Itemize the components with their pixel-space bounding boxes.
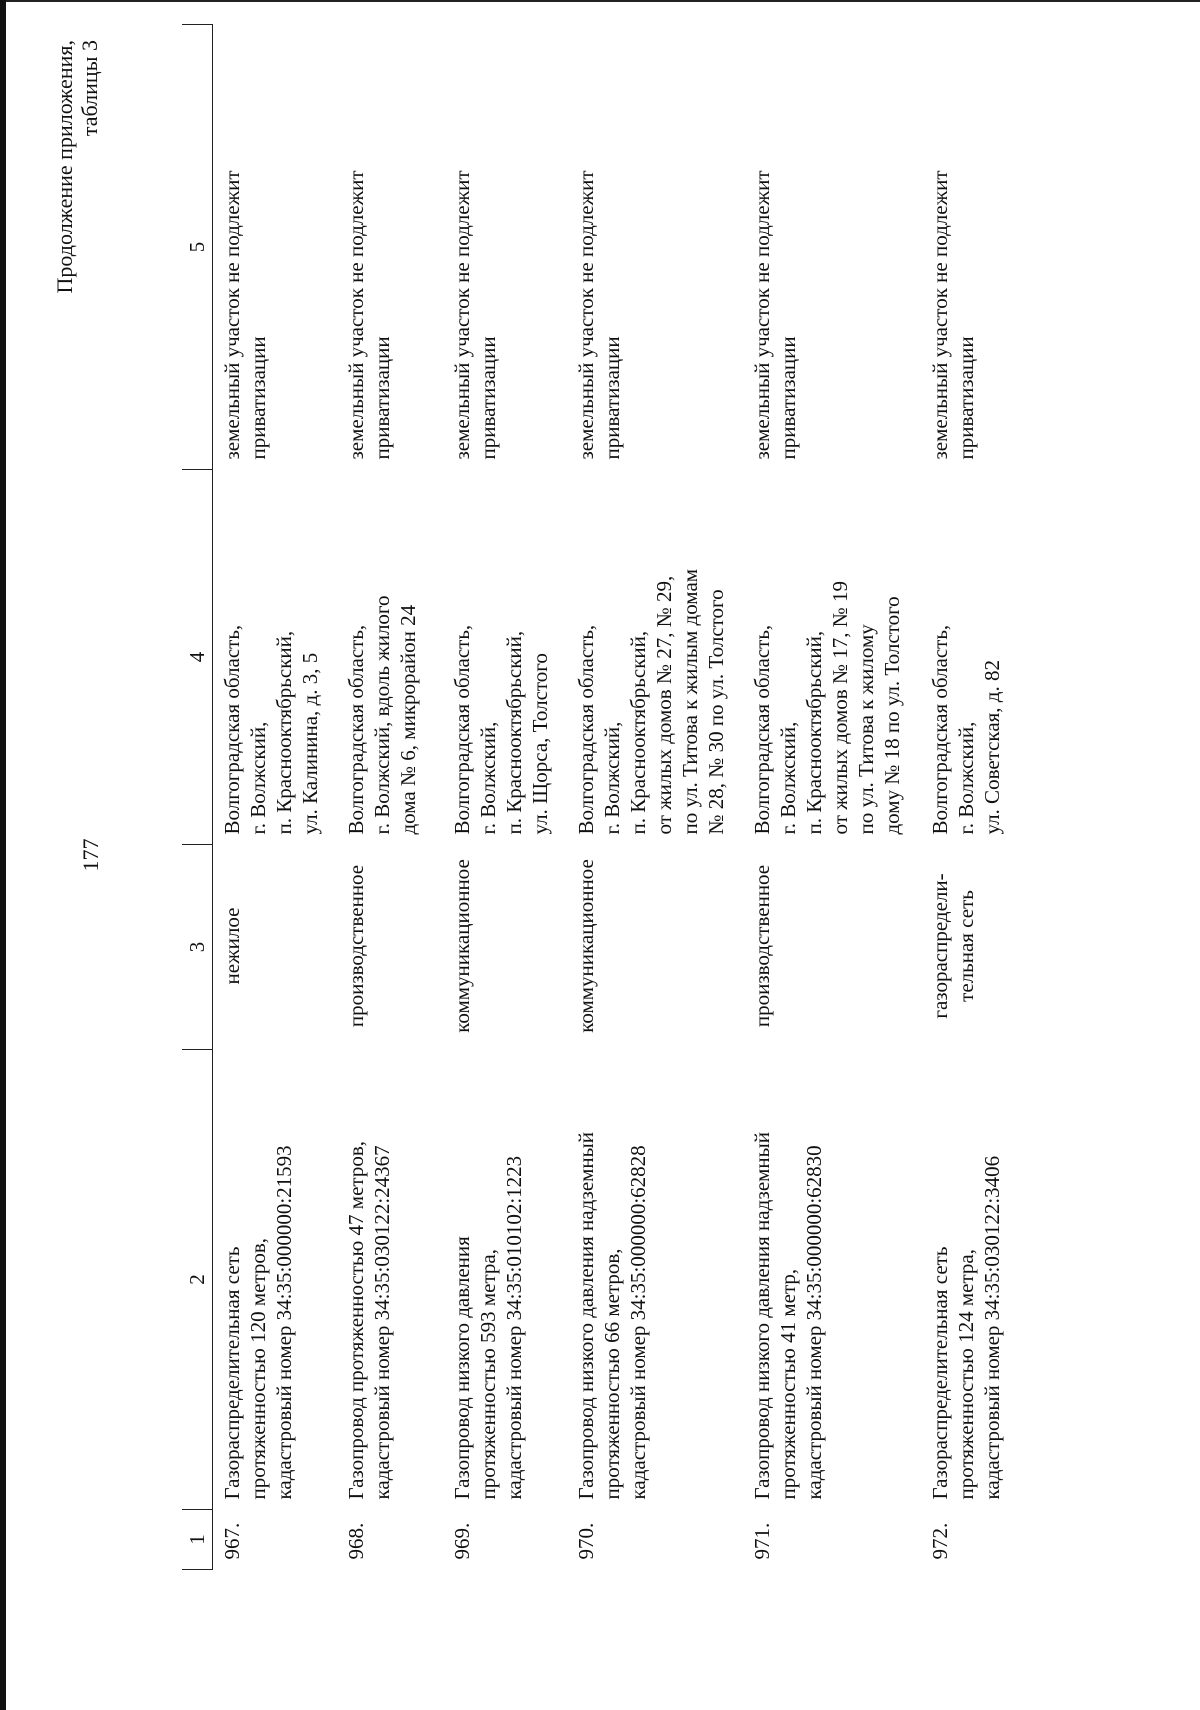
table-row: [921, 25, 1037, 1570]
table-body: [213, 25, 1038, 1570]
object-address: [743, 470, 921, 845]
object-purpose: [443, 845, 567, 1050]
object-address-line: г. Волжский,: [954, 721, 978, 835]
privatization-note-line: земельный участок не подлежит: [574, 170, 598, 460]
row-number: 972.: [928, 1522, 952, 1560]
privatization-note: [921, 25, 1037, 470]
object-purpose-line: коммуникационное: [574, 859, 598, 1033]
object-purpose: [213, 845, 338, 1050]
object-address-line: по ул. Титова к жилым домам: [678, 568, 702, 835]
object-description-line: кадастровый номер 34:35:000000:21593: [272, 1145, 296, 1500]
object-address-line: Волгоградская область,: [750, 624, 774, 835]
object-description-line: Газопровод низкого давления надземный: [750, 1131, 774, 1500]
object-address-line: п. Краснооктябрьский,: [502, 630, 526, 835]
object-address-line: по ул. Титова к жилому: [854, 624, 878, 835]
object-address-line: п. Краснооктябрьский,: [272, 630, 296, 835]
row-number: 969.: [450, 1522, 474, 1560]
column-header-4: 4: [182, 470, 213, 845]
privatization-note-line: земельный участок не подлежит: [450, 170, 474, 460]
object-address-line: от жилых домов № 27, № 29,: [652, 575, 676, 835]
property-table: [182, 24, 1037, 1570]
object-address-line: от жилых домов № 17, № 19: [828, 580, 852, 835]
object-address-line: п. Краснооктябрьский,: [626, 630, 650, 835]
object-description-line: протяженностью 593 метра,: [476, 1249, 500, 1500]
privatization-note: [567, 25, 743, 470]
object-description-line: Газопровод низкого давления: [450, 1236, 474, 1500]
object-description-line: Газопровод низкого давления надземный: [574, 1131, 598, 1500]
object-description-line: кадастровый номер 34:35:000000:62830: [802, 1145, 826, 1500]
continuation-line: Продолжение приложения,: [52, 40, 77, 294]
privatization-note: [743, 25, 921, 470]
object-description-line: протяженностью 66 метров,: [600, 1248, 624, 1500]
object-description-line: Газораспределительная сеть: [928, 1246, 952, 1500]
privatization-note-line: приватизации: [246, 336, 270, 460]
table-row: [443, 25, 567, 1570]
table-row: [213, 25, 338, 1570]
object-description-line: протяженностью 41 метр,: [776, 1268, 800, 1500]
object-description: [337, 1050, 443, 1510]
object-purpose-line: производственное: [344, 864, 368, 1028]
column-header-2: 2: [182, 1050, 213, 1510]
object-description: [213, 1050, 338, 1510]
object-address-line: г. Волжский,: [476, 721, 500, 835]
object-address-line: Волгоградская область,: [220, 624, 244, 835]
privatization-note: [213, 25, 338, 470]
object-address-line: дому № 18 по ул. Толстого: [880, 596, 904, 835]
object-address-line: дома № 6, микрорайон 24: [396, 604, 420, 835]
object-address-line: № 28, № 30 по ул. Толстого: [704, 589, 728, 835]
object-description: [567, 1050, 743, 1510]
column-header-1: 1: [182, 1510, 213, 1570]
object-purpose: [567, 845, 743, 1050]
row-number: 970.: [574, 1522, 598, 1560]
object-purpose: [743, 845, 921, 1050]
object-address-line: Волгоградская область,: [574, 624, 598, 835]
object-purpose-line: коммуникационное: [450, 859, 474, 1033]
privatization-note-line: приватизации: [954, 336, 978, 460]
continuation-note: [52, 40, 102, 340]
privatization-note-line: приватизации: [600, 336, 624, 460]
table-row: [337, 25, 443, 1570]
object-address: [567, 470, 743, 845]
privatization-note-line: приватизации: [776, 336, 800, 460]
column-header-3: 3: [182, 845, 213, 1050]
object-description-line: кадастровый номер 34:35:000000:62828: [626, 1145, 650, 1500]
object-address: [337, 470, 443, 845]
object-address-line: Волгоградская область,: [928, 624, 952, 835]
privatization-note: [337, 25, 443, 470]
table-row: [743, 25, 921, 1570]
row-number: 971.: [750, 1522, 774, 1560]
object-address-line: ул. Калинина, д. 3, 5: [298, 652, 322, 835]
privatization-note-line: приватизации: [370, 336, 394, 460]
object-address-line: г. Волжский,: [246, 721, 270, 835]
object-address-line: п. Краснооктябрьский,: [802, 630, 826, 835]
object-description: [443, 1050, 567, 1510]
object-purpose-line: нежилое: [220, 907, 244, 985]
page-number: 177: [78, 838, 103, 872]
object-description: [743, 1050, 921, 1510]
row-number: 968.: [344, 1522, 368, 1560]
object-description-line: кадастровый номер 34:35:010102:1223: [502, 1155, 526, 1500]
object-address-line: Волгоградская область,: [450, 624, 474, 835]
table-header: [182, 25, 213, 1570]
object-address: [921, 470, 1037, 845]
object-description-line: протяженностью 120 метров,: [246, 1237, 270, 1500]
object-address-line: Волгоградская область,: [344, 624, 368, 835]
object-description-line: Газопровод протяженностью 47 метров,: [344, 1141, 368, 1500]
object-purpose-line: производственное: [750, 864, 774, 1028]
object-description-line: кадастровый номер 34:35:030122:3406: [980, 1155, 1004, 1500]
object-address-line: г. Волжский,: [776, 721, 800, 835]
privatization-note-line: приватизации: [476, 336, 500, 460]
object-address-line: г. Волжский,: [600, 721, 624, 835]
row-number: 967.: [220, 1522, 244, 1560]
object-address-line: ул. Щорса, Толстого: [528, 653, 552, 835]
privatization-note-line: земельный участок не подлежит: [750, 170, 774, 460]
object-purpose: [921, 845, 1037, 1050]
object-purpose: [337, 845, 443, 1050]
object-description-line: Газораспределительная сеть: [220, 1246, 244, 1500]
privatization-note-line: земельный участок не подлежит: [344, 170, 368, 460]
privatization-note: [443, 25, 567, 470]
object-address: [443, 470, 567, 845]
privatization-note-line: земельный участок не подлежит: [220, 170, 244, 460]
object-description: [921, 1050, 1037, 1510]
object-purpose-line: тельная сеть: [954, 890, 978, 1002]
continuation-line: таблицы 3: [77, 40, 102, 137]
object-description-line: кадастровый номер 34:35:030122:24367: [370, 1145, 394, 1500]
column-header-5: 5: [182, 25, 213, 470]
privatization-note-line: земельный участок не подлежит: [928, 170, 952, 460]
object-address-line: г. Волжский, вдоль жилого: [370, 595, 394, 835]
table-row: [567, 25, 743, 1570]
object-description-line: протяженностью 124 метра,: [954, 1249, 978, 1500]
object-purpose-line: газораспредели-: [928, 873, 952, 1019]
object-address: [213, 470, 338, 845]
object-address-line: ул. Советская, д. 82: [980, 660, 1004, 835]
